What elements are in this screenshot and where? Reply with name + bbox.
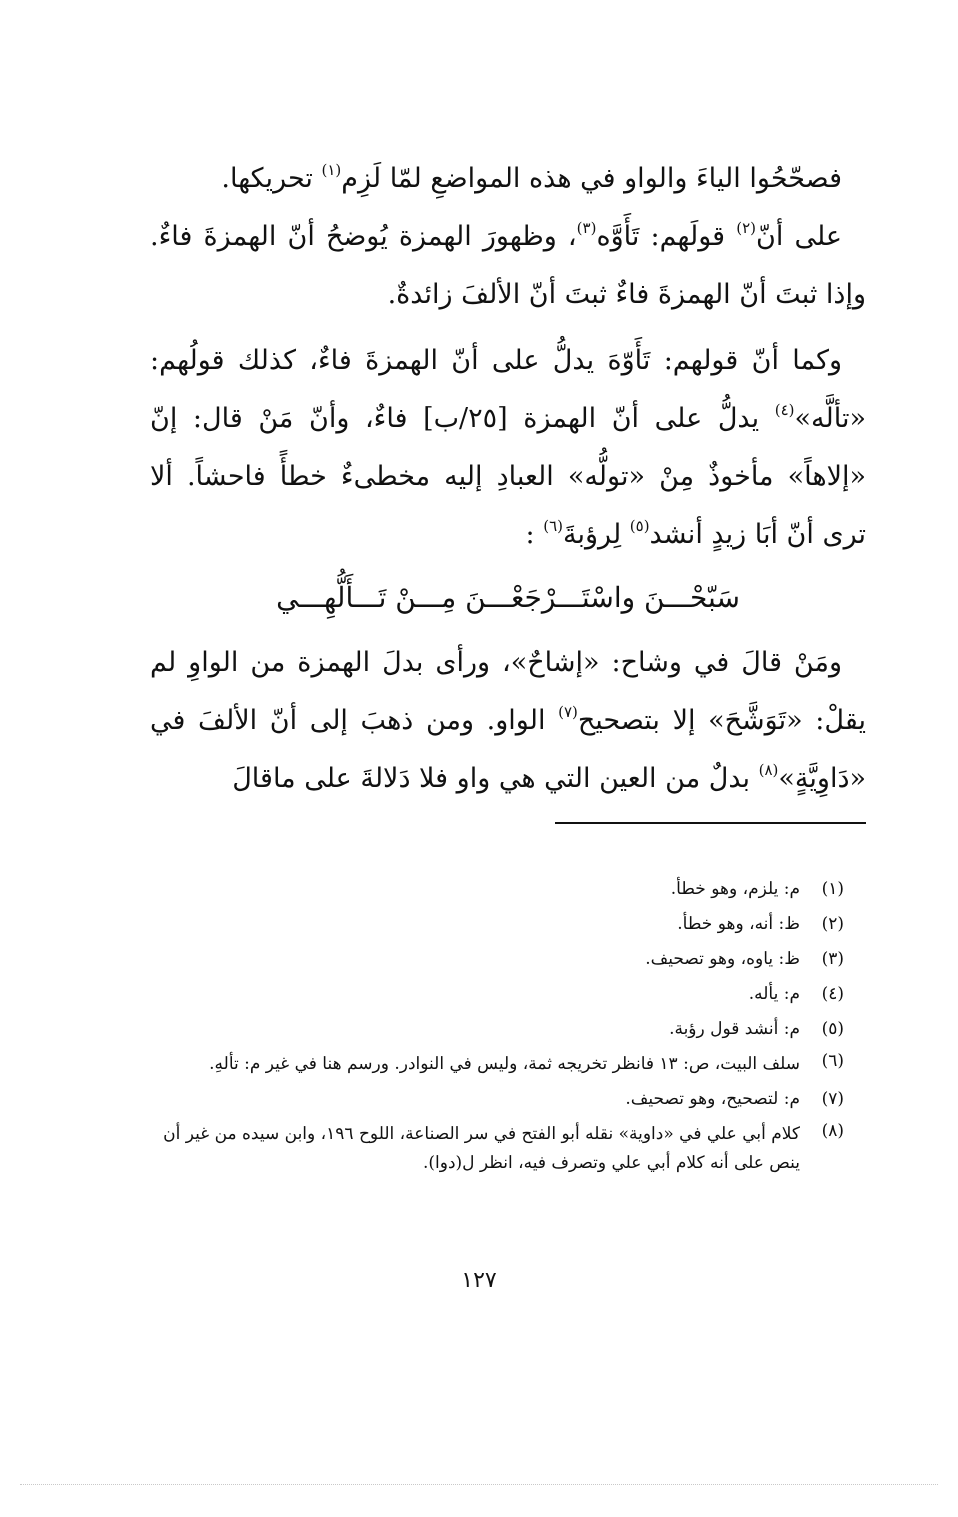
footnote-item [160, 977, 844, 1012]
page-number: ١٢٧ [461, 1268, 497, 1293]
footnote-ref-7[interactable]: (٧) [558, 703, 578, 721]
footnote-number: (٨) [821, 1121, 844, 1141]
footnote-number: (٢) [821, 914, 844, 934]
footnote-ref-1[interactable]: (١) [321, 161, 342, 179]
footnote-ref-5[interactable]: (٥) [629, 517, 650, 535]
footnote-number: (١) [821, 879, 844, 899]
paragraph-2 [150, 208, 866, 324]
footnote-item [160, 942, 844, 977]
text-run: على أنّ [756, 221, 843, 252]
paragraph-1 [150, 150, 866, 208]
text-run: تحريكها. [221, 163, 322, 194]
footnote-item [160, 872, 844, 907]
paragraph-4 [150, 634, 866, 808]
footnote-ref-2[interactable]: (٢) [736, 219, 756, 237]
footnote-ref-8[interactable]: (٨) [758, 761, 779, 779]
text-run: لِرؤبةَ [563, 519, 630, 550]
footnote-number: (٥) [821, 1019, 844, 1039]
footnote-text: م: يلزم، وهو خطأ. [670, 879, 800, 899]
footnote-text: ظ: أنه، وهو خطأ. [677, 914, 800, 934]
poetry-verse: سَبّحْـــنَ واسْتَـــرْجَعْـــنَ مِـــنْ تَـــأَلُّهِـــي [276, 581, 740, 614]
scan-border-dots [20, 1484, 938, 1485]
main-text [150, 150, 866, 808]
footnote-number: (٣) [821, 949, 844, 969]
text-run: : [525, 519, 544, 550]
text-run: قولَهم: تَأَوَّه [596, 221, 737, 252]
footnote-text: سلف البيت، ص: ١٣ فانظر تخريجه ثمة، وليس في النوادر. ورسم هنا في غير م: تألهِ. [209, 1054, 800, 1074]
text-run: يدلُّ على أنّ الهمزة [٢٥/ب] فاءٌ، وأنّ مَنْ قال: إنّ «إلاهاً» مأخوذٌ مِنْ «تولُّه» العبادِ إليه مخطىءٌ خطأً فاحشاً. ألا ترى أنّ أبَا زيدٍ أنشد [150, 403, 866, 550]
text-run: ومَنْ قالَ في وشاح: «إشاحٌ»، ورأى بدلَ الهمزة من الواوِ لم يقلْ: «تَوَشَّحَ» إلا بتصحيح [150, 647, 866, 736]
footnote-text: م: يأله. [748, 984, 800, 1004]
footnote-text: م: لتصحيح، وهو تصحيف. [625, 1089, 800, 1109]
footnote-text: م: أنشد قول رؤبة. [669, 1019, 800, 1039]
text-run: بدلٌ من العين التي هي واو فلا دَلالةَ على ماقالَ [232, 763, 759, 794]
text-run: وكما أنّ قولهم: تَأَوّهَ يدلُّ على أنّ الهمزةَ فاءٌ، كذلك قولُهم: «تألَّه» [150, 345, 866, 434]
footnote-ref-4[interactable]: (٤) [774, 401, 795, 419]
footnote-ref-3[interactable]: (٣) [576, 219, 597, 237]
footnote-separator [555, 822, 866, 824]
paragraph-3 [150, 332, 866, 564]
footnote-item [160, 907, 844, 942]
footnote-item [160, 1012, 844, 1047]
footnote-number: (٦) [821, 1051, 844, 1071]
footnote-number: (٧) [821, 1089, 844, 1109]
footnote-item [160, 1117, 844, 1181]
footnote-number: (٤) [821, 984, 844, 1004]
text-run: ، وظهورَ الهمزة يُوضحُ أنّ الهمزةَ فاءٌ. وإذا ثبتَ أنّ الهمزةَ فاءٌ ثبتَ أنّ الألفَ زائدةٌ. [150, 221, 866, 310]
footnote-text: ظ: ياوه، وهو تصحيف. [645, 949, 800, 969]
text-run: فصحّحُوا الياءَ والواو في هذه المواضعِ لمّا لَزِم [341, 163, 842, 194]
footnote-text: كلام أبي علي في «داوية» نقله أبو الفتح في سر الصناعة، اللوح ١٩٦، وابن سيده من غير أن ينص على أنه كلام أبي علي وتصرف فيه، انظر ل(دوا). [163, 1124, 800, 1173]
footnote-item [160, 1047, 844, 1082]
footnote-ref-6[interactable]: (٦) [543, 517, 564, 535]
footnote-item [160, 1082, 844, 1117]
footnotes-list [160, 872, 844, 1181]
text-run: الواو. ومن ذهبَ إلى أنّ الألفَ في «دَاوِيَّةٍ» [150, 705, 866, 794]
